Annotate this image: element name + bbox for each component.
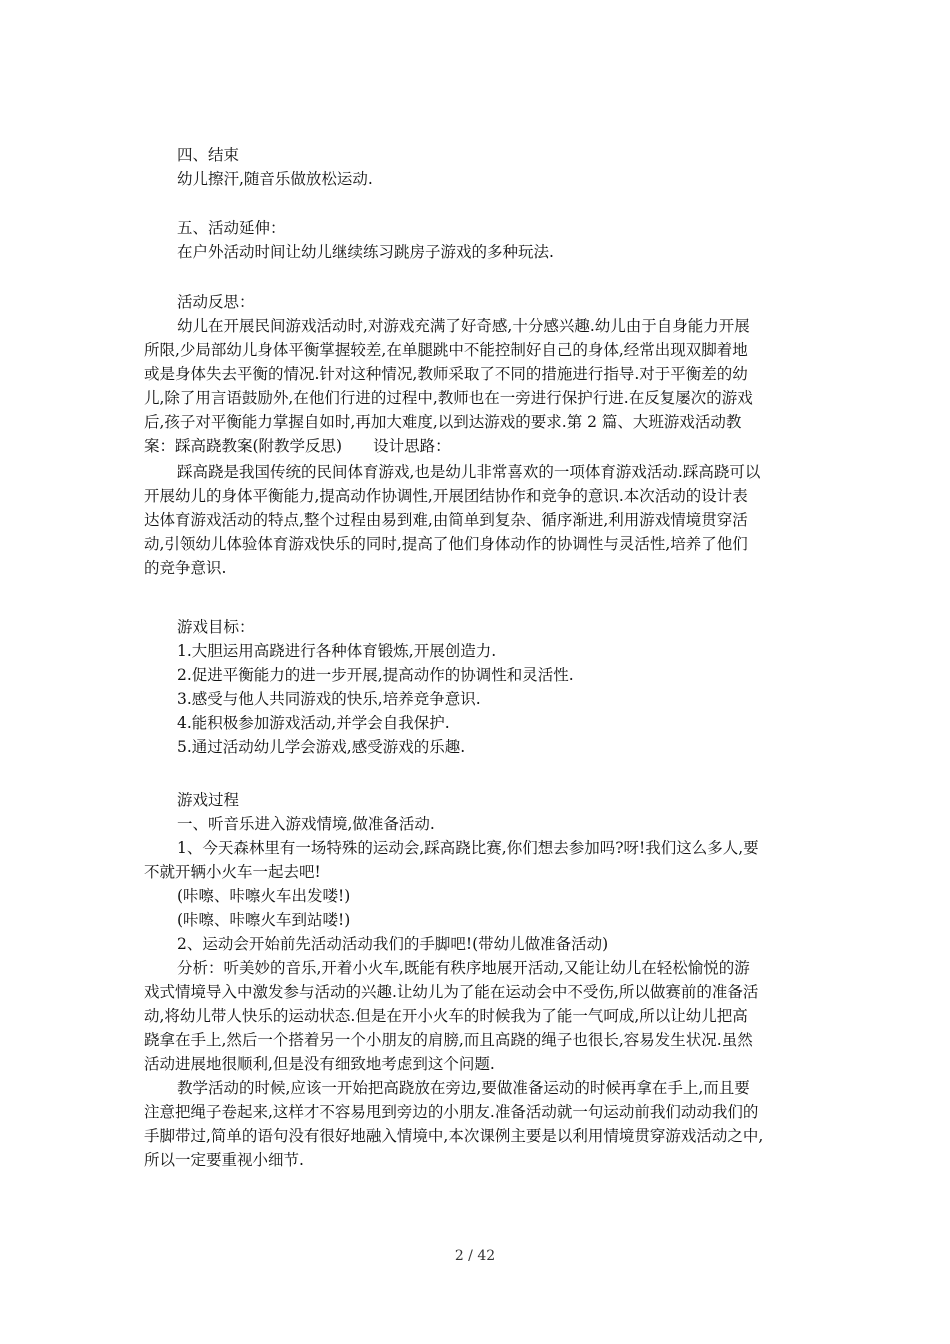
paragraph-line: 戏式情境导入中激发参与活动的兴趣.让幼儿为了能在运动会中不受伤,所以做赛前的准备活 [144,983,759,1001]
paragraph-line: 跷拿在手上,然后一个搭着另一个小朋友的肩膀,而且高跷的绳子也很长,容易发生状况.虽然 [144,1031,753,1049]
paragraph-line: 所限,少局部幼儿身体平衡掌握较差,在单腿跳中不能控制好自己的身体,经常出现双脚着地 [144,341,748,359]
section-process [144,788,814,1172]
paragraph-line: 开展幼儿的身体平衡能力,提高动作协调性,开展团结协作和竞争的意识.本次活动的设计表 [144,487,748,505]
section-heading: 四、结束 [177,146,240,164]
paragraph-line: 在户外活动时间让幼儿继续练习跳房子游戏的多种玩法. [177,243,554,261]
section-goals [144,615,814,759]
section-heading: 五、活动延伸： [177,219,286,237]
section-heading: 游戏过程 [177,791,240,809]
paragraph-line: 或是身体失去平衡的情况.针对这种情况,教师采取了不同的措施进行指导.对于平衡差的幼 [144,365,748,383]
paragraph-line: 1、今天森林里有一场特殊的运动会,踩高跷比赛,你们想去参加吗?呀!我们这么多人,要 [177,839,759,857]
paragraph-line: 动,将幼儿带人快乐的运动状态.但是在开小火车的时候我为了能一气呵成,所以让幼儿把高 [144,1007,748,1025]
list-item: 1.大胆运用高跷进行各种体育锻炼,开展创造力. [177,642,497,660]
section-heading: 活动反思： [177,293,255,311]
paragraph-line: 不就开辆小火车一起去吧! [144,863,321,881]
paragraph-line: 一、听音乐进入游戏情境,做准备活动. [177,815,435,833]
paragraph-line: 后,孩子对平衡能力掌握自如时,再加大难度,以到达游戏的要求.第 2 篇、大班游戏活动教 [144,413,742,431]
paragraph-line: 教学活动的时候,应该一开始把高跷放在旁边,要做准备运动的时候再拿在手上,而且要 [177,1079,750,1097]
list-item: 5.通过活动幼儿学会游戏,感受游戏的乐趣. [177,738,466,756]
paragraph-line: 手脚带过,简单的语句没有很好地融入情境中,本次课例主要是以利用情境贯穿游戏活动之中, [144,1127,764,1145]
section-end [144,143,814,191]
section-heading: 游戏目标： [177,618,255,636]
paragraph-line: (咔嚓、咔嚓火车出发喽!) [177,887,351,905]
paragraph-line: 幼儿擦汗,随音乐做放松运动. [177,170,373,188]
paragraph-line: 幼儿在开展民间游戏活动时,对游戏充满了好奇感,十分感兴趣.幼儿由于自身能力开展 [177,317,750,335]
paragraph-line: 踩高跷是我国传统的民间体育游戏,也是幼儿非常喜欢的一项体育游戏活动.踩高跷可以 [177,463,761,481]
section-extension [144,216,814,264]
page-number: 2 / 42 [454,1248,496,1264]
paragraph-line: 分析：听美妙的音乐,开着小火车,既能有秩序地展开活动,又能让幼儿在轻松愉悦的游 [177,959,750,977]
section-design [144,460,814,580]
paragraph-line: 动,引领幼儿体验体育游戏快乐的同时,提高了他们身体动作的协调性与灵活性,培养了他们 [144,535,748,553]
paragraph-line: 达体育游戏活动的特点,整个过程由易到难,由简单到复杂、循序渐进,利用游戏情境贯穿活 [144,511,748,529]
paragraph-line: 活动进展地很顺利,但是没有细致地考虑到这个问题. [144,1055,495,1073]
paragraph-line: 儿,除了用言语鼓励外,在他们行进的过程中,教师也在一旁进行保护行进.在反复屡次的游戏 [144,389,753,407]
list-item: 4.能积极参加游戏活动,并学会自我保护. [177,714,450,732]
list-item: 2.促进平衡能力的进一步开展,提高动作的协调性和灵活性. [177,666,574,684]
paragraph-line: 的竞争意识. [144,559,227,577]
section-reflection [144,290,814,458]
paragraph-line: (咔嚓、咔嚓火车到站喽!) [177,911,351,929]
paragraph-line: 案：踩高跷教案(附教学反思) 设计思路： [144,437,451,455]
paragraph-line: 注意把绳子卷起来,这样才不容易甩到旁边的小朋友.准备活动就一句运动前我们动动我们的 [144,1103,759,1121]
list-item: 3.感受与他人共同游戏的快乐,培养竞争意识. [177,690,481,708]
paragraph-line: 所以一定要重视小细节. [144,1151,304,1169]
paragraph-line: 2、运动会开始前先活动活动我们的手脚吧!(带幼儿做准备活动) [177,935,609,953]
